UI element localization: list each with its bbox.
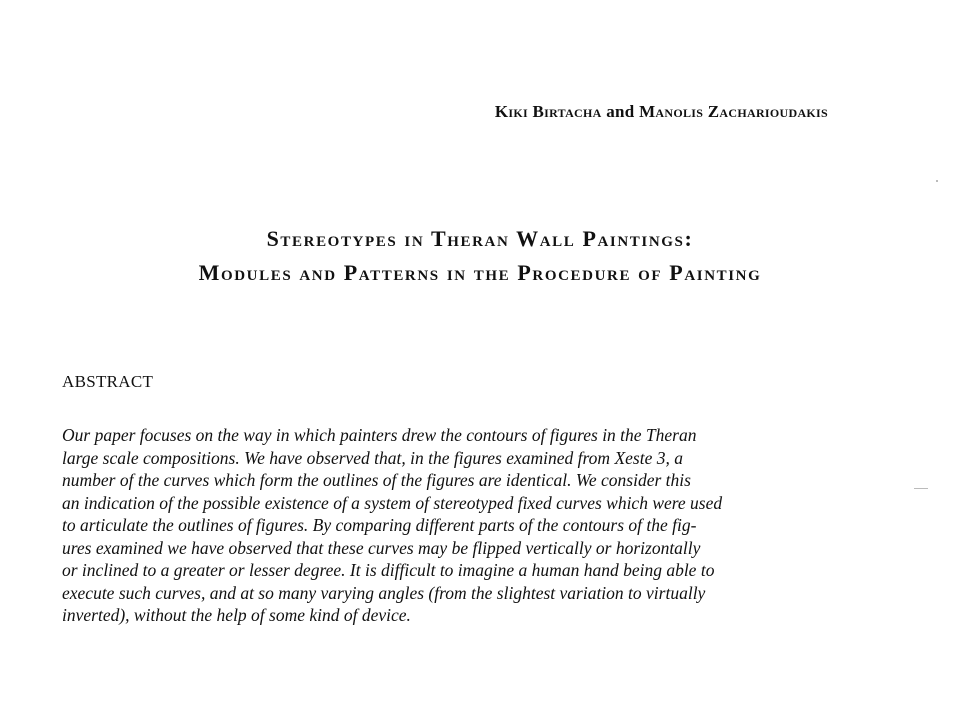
scan-speck: [914, 488, 928, 489]
abstract-line: to articulate the outlines of figures. By comparing different parts of the contours of the fig-: [62, 515, 697, 535]
abstract-line: large scale compositions. We have observed that, in the figures examined from Xeste 3, a: [62, 447, 683, 468]
abstract-line: Our paper focuses on the way in which painters drew the contours of figures in the Theran: [62, 425, 697, 445]
abstract-line: number of the curves which form the outlines of the figures are identical. We consider this: [62, 470, 691, 490]
abstract-line: execute such curves, and at so many varying angles (from the slightest variation to virtually: [62, 582, 706, 603]
title-line-2: Modules and Patterns in the Procedure of Painting: [198, 260, 762, 285]
abstract-body: [62, 424, 892, 627]
abstract-line: or inclined to a greater or lesser degree. It is difficult to imagine a human hand being able to: [62, 560, 715, 580]
abstract-line: ures examined we have observed that these curves may be flipped vertically or horizontally: [62, 537, 701, 558]
author-conjunction: and: [606, 102, 635, 121]
author-second: Manolis Zacharioudakis: [639, 102, 828, 121]
abstract-line: an indication of the possible existence of a system of stereotyped fixed curves which were used: [62, 492, 723, 513]
title-line-1: Stereotypes in Theran Wall Paintings:: [266, 226, 694, 251]
scan-speck: [936, 180, 938, 182]
author-line: [495, 102, 828, 122]
paper-title: [0, 222, 960, 290]
author-first: Kiki Birtacha: [494, 102, 602, 121]
abstract-heading: ABSTRACT: [62, 372, 154, 391]
abstract-line: inverted), without the help of some kind of device.: [62, 605, 411, 625]
